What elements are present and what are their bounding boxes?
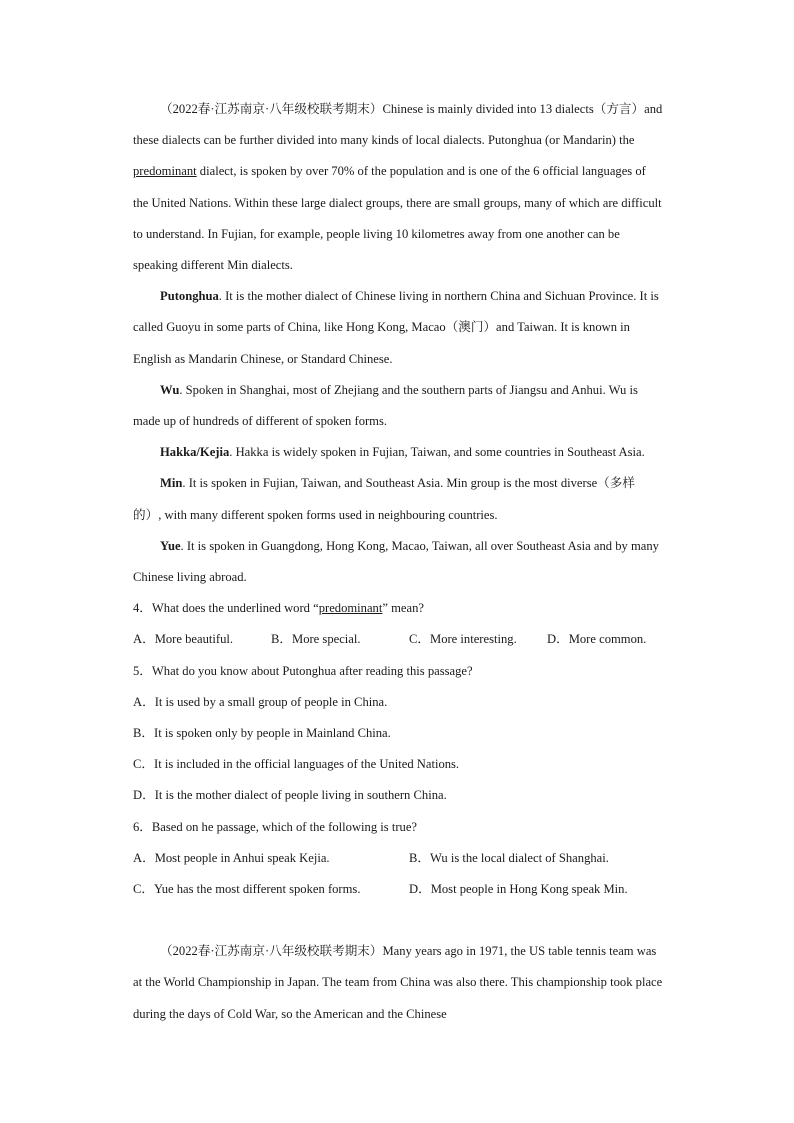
dialect-name: Yue [160, 538, 181, 553]
question-6-option-c[interactable]: C．Yue has the most different spoken forms. [133, 882, 361, 897]
dialect-text: . Hakka is widely spoken in Fujian, Taiwan, and some countries in Southeast Asia. [229, 445, 645, 460]
dialect-name: Min [160, 476, 183, 491]
section-gap [133, 905, 663, 936]
passage1-intro [133, 94, 663, 281]
passage2-source: （2022春·江苏南京·八年级校联考期末） [160, 944, 383, 959]
passage1-source: （2022春·江苏南京·八年级校联考期末） [160, 102, 383, 116]
question-4-option-b[interactable]: B．More special. [271, 632, 361, 647]
dialect-paragraph-hakka [133, 437, 663, 468]
question-5-option-b[interactable]: B．It is spoken only by people in Mainland China. [133, 726, 391, 741]
question-6-options-row-2 [133, 874, 663, 905]
dialect-text: . Spoken in Shanghai, most of Zhejiang and the southern parts of Jiangsu and Anhui. Wu is made up of hundreds of different of spoken forms. [133, 382, 638, 429]
dialect-paragraph-min [133, 468, 663, 530]
question-6-stem: 6．Based on he passage, which of the following is true? [133, 819, 417, 834]
question-5-option-a[interactable]: A．It is used by a small group of people in China. [133, 694, 388, 709]
question-4-stem [133, 593, 663, 624]
question-4-stem-a: 4．What does the underlined word “ [133, 601, 319, 616]
dialect-name: Hakka/Kejia [160, 445, 230, 460]
dialect-text: . It is spoken in Fujian, Taiwan, and Southeast Asia. Min group is the most diverse（多样的）, with many different spoken forms used in neighbouring countries. [133, 476, 635, 522]
question-5-option-d[interactable]: D．It is the mother dialect of people living in southern China. [133, 788, 447, 803]
dialect-name: Wu [160, 382, 180, 397]
question-4-options [133, 624, 663, 655]
question-6-option-d[interactable]: D．Most people in Hong Kong speak Min. [409, 882, 628, 897]
question-4-option-c[interactable]: C．More interesting. [409, 632, 517, 647]
question-4-option-d[interactable]: D．More common. [547, 632, 647, 647]
question-5-option-c[interactable]: C．It is included in the official languages of the United Nations. [133, 757, 460, 772]
dialect-paragraph-yue [133, 531, 663, 593]
question-4-stem-b: ” mean? [382, 601, 424, 616]
underlined-word: predominant [133, 164, 197, 179]
question-4-underlined-word: predominant [318, 601, 383, 616]
dialect-text: . It is the mother dialect of Chinese living in northern China and Sichuan Province. It is called Guoyu in some parts of China, like Hong Kong, Macao（澳门）and Taiwan. It is known in English as Mandarin Chinese, or Standard Chinese. [133, 289, 659, 366]
dialect-name: Putonghua [160, 289, 219, 304]
question-6-option-a[interactable]: A．Most people in Anhui speak Kejia. [133, 850, 330, 865]
passage2-text: Many years ago in 1971, the US table tennis team was at the World Championship in Japan. The team from China was also there. This championship took place during the days of Cold War, so the American and the Chinese [133, 944, 663, 1021]
document-content [133, 94, 663, 1030]
passage2-intro [133, 936, 663, 1030]
passage1-intro-b: dialect, is spoken by over 70% of the population and is one of the 6 official languages of the United Nations. Within these large dialect groups, there are small groups, many of which are difficult to understand. In Fujian, for example, people living 10 kilometres away from one another can be speaking different Min dialects. [133, 164, 662, 273]
question-5-stem: 5．What do you know about Putonghua after reading this passage? [133, 663, 473, 678]
question-6-options-row-1 [133, 843, 663, 874]
dialect-paragraph-wu [133, 375, 663, 437]
passage1-intro-a: Chinese is mainly divided into 13 dialects（方言）and these dialects can be further divided into many kinds of local dialects. Putonghua (or Mandarin) the [133, 102, 663, 148]
dialect-text: . It is spoken in Guangdong, Hong Kong, Macao, Taiwan, all over Southeast Asia and by many Chinese living abroad. [133, 538, 659, 585]
dialect-paragraph-putonghua [133, 281, 663, 375]
question-6-option-b[interactable]: B．Wu is the local dialect of Shanghai. [409, 850, 609, 865]
question-4-option-a[interactable]: A．More beautiful. [133, 632, 234, 647]
